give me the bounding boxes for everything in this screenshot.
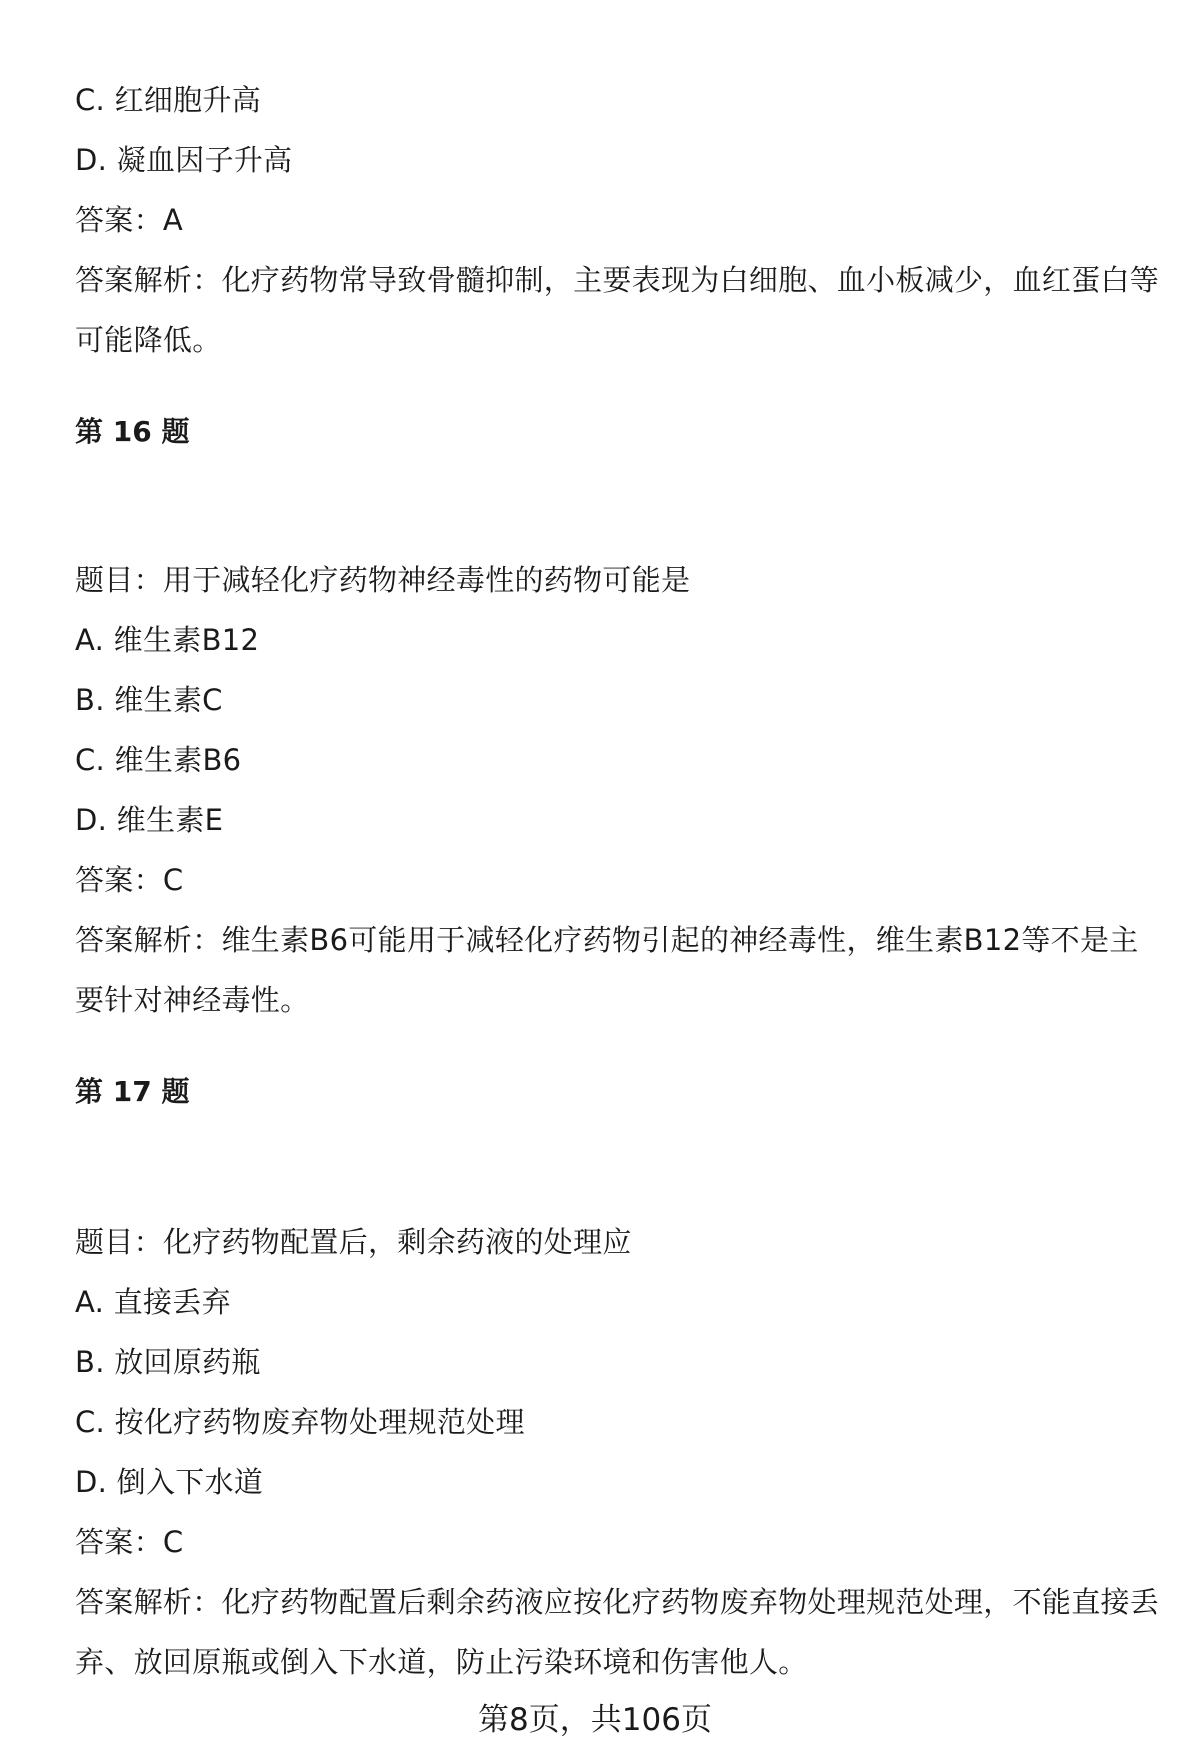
q17-analysis: 答案解析：化疗药物配置后剩余药液应按化疗药物废弃物处理规范处理，不能直接丢弃、放回原瓶或倒入下水道，防止污染环境和伤害他人。 xyxy=(75,1585,1160,1679)
q17-question: 题目：化疗药物配置后，剩余药液的处理应 xyxy=(75,1225,632,1259)
q16-question: 题目：用于减轻化疗药物神经毒性的药物可能是 xyxy=(75,563,691,597)
q15-option-d: D. 凝血因子升高 xyxy=(75,143,293,177)
q15-answer: 答案：A xyxy=(75,203,184,237)
q16-answer: 答案：C xyxy=(75,863,184,897)
q16-option-a: A. 维生素B12 xyxy=(75,623,260,657)
page-number-footer: 第8页，共106页 xyxy=(478,1702,712,1738)
q15-analysis: 答案解析：化疗药物常导致骨髓抑制，主要表现为白细胞、血小板减少，血红蛋白等可能降低。 xyxy=(75,263,1160,357)
q15-option-c: C. 红细胞升高 xyxy=(75,83,262,117)
q17-option-b: B. 放回原药瓶 xyxy=(75,1345,261,1379)
q17-option-c: C. 按化疗药物废弃物处理规范处理 xyxy=(75,1405,525,1439)
q16-option-c: C. 维生素B6 xyxy=(75,743,242,777)
q17-option-a: A. 直接丢弃 xyxy=(75,1285,231,1319)
q17-heading: 第 17 题 xyxy=(75,1075,190,1108)
q16-analysis: 答案解析：维生素B6可能用于减轻化疗药物引起的神经毒性，维生素B12等不是主要针对神经毒性。 xyxy=(75,923,1139,1017)
q17-answer: 答案：C xyxy=(75,1525,184,1559)
q16-option-d: D. 维生素E xyxy=(75,803,224,837)
q16-option-b: B. 维生素C xyxy=(75,683,223,717)
q17-option-d: D. 倒入下水道 xyxy=(75,1465,264,1499)
q16-heading: 第 16 题 xyxy=(75,415,190,448)
